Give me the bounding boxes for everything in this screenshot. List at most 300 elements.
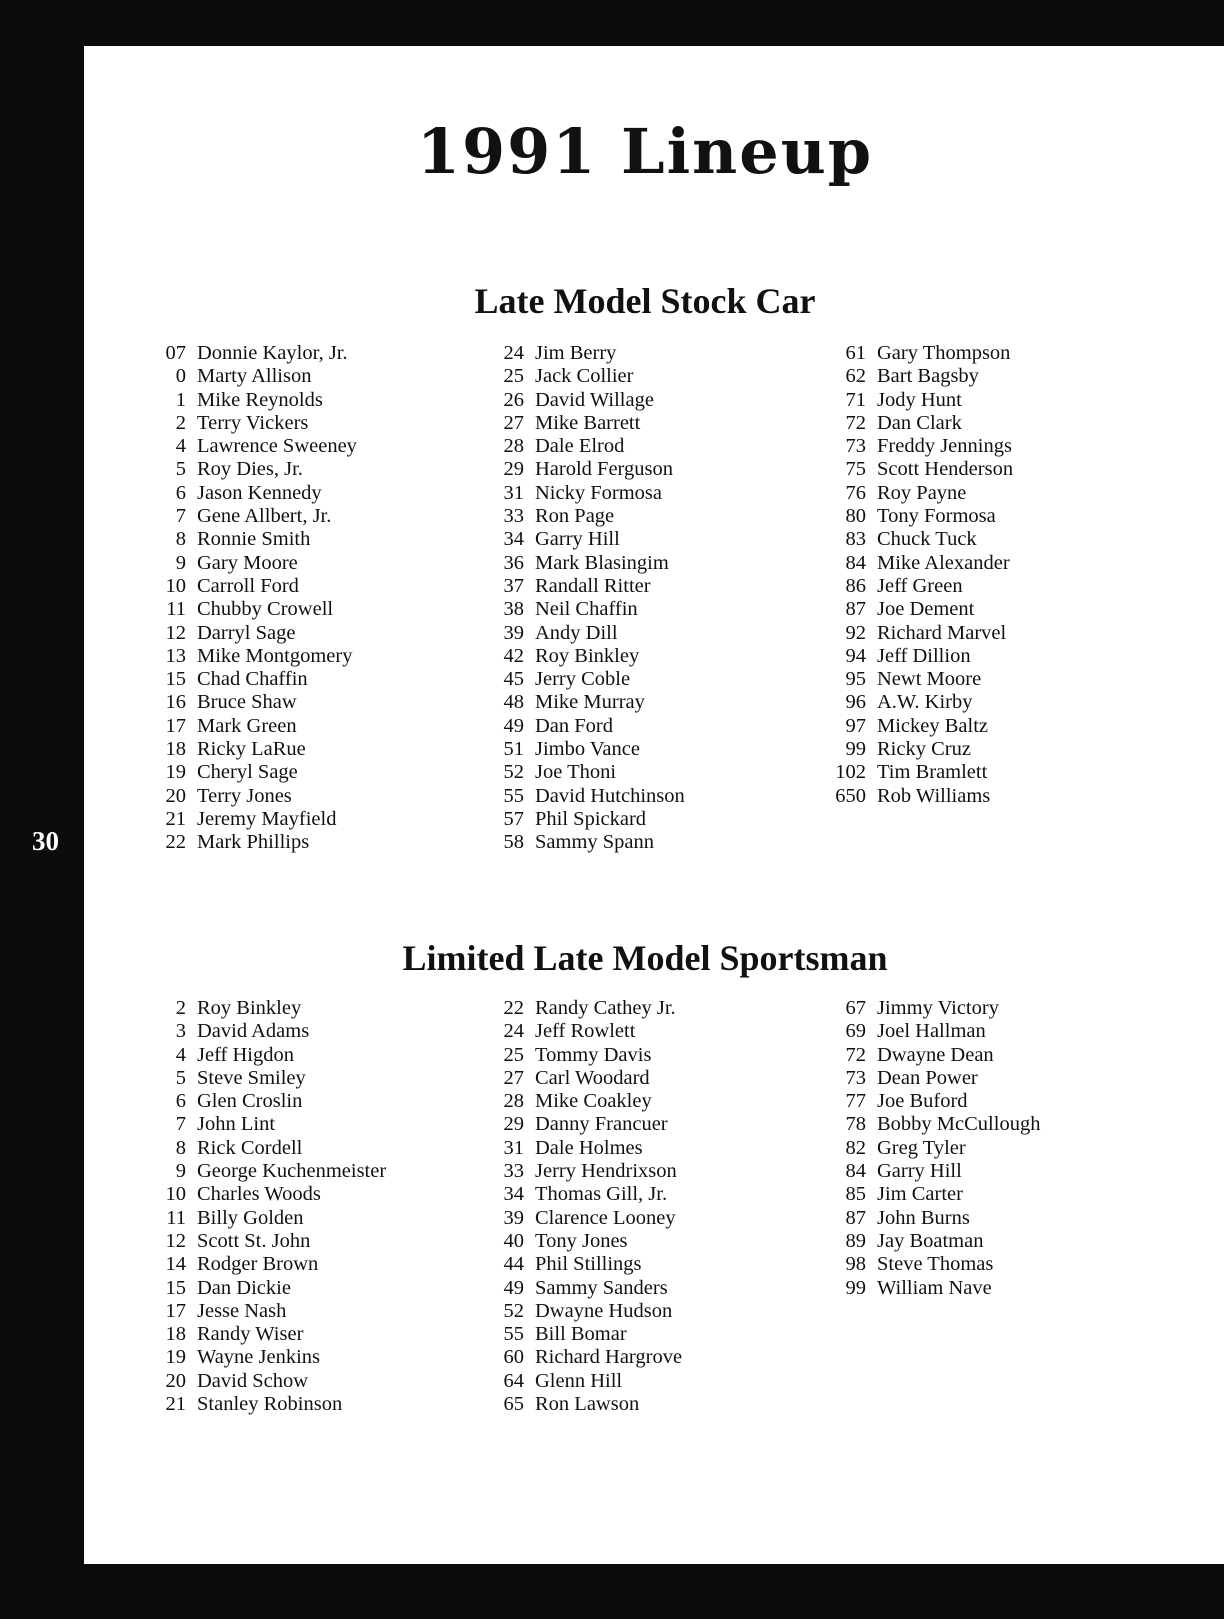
driver-name: Jeff Dillion [877, 644, 971, 667]
car-number: 7 [175, 1113, 186, 1136]
car-number: 2 [175, 411, 186, 434]
driver-name: Mike Murray [535, 691, 645, 714]
driver-name: Phil Stillings [535, 1253, 642, 1276]
driver-name: Dwayne Hudson [535, 1299, 673, 1322]
driver-name: Lawrence Sweeney [197, 435, 357, 458]
car-number: 3 [175, 1020, 186, 1043]
car-number: 64 [503, 1369, 524, 1392]
car-number: 10 [165, 1183, 186, 1206]
driver-name: Dale Elrod [535, 435, 625, 458]
driver-name: Harold Ferguson [535, 458, 673, 481]
driver-name: Billy Golden [197, 1206, 304, 1229]
roster-entry [824, 668, 1013, 691]
car-number: 28 [503, 435, 524, 458]
roster-entry [148, 715, 357, 738]
driver-name: Mike Reynolds [197, 388, 323, 411]
roster-entry [486, 1277, 682, 1300]
car-number: 86 [845, 574, 866, 597]
car-number: 80 [845, 505, 866, 528]
roster-entry [824, 1137, 1040, 1160]
driver-name: Glenn Hill [535, 1369, 623, 1392]
roster-entry [148, 1160, 386, 1183]
driver-name: Bill Bomar [535, 1323, 627, 1346]
driver-name: Sammy Spann [535, 831, 655, 854]
driver-name: Stanley Robinson [197, 1393, 343, 1416]
driver-name: Jeremy Mayfield [197, 807, 337, 830]
roster-entry [148, 785, 357, 808]
car-number: 27 [503, 1066, 524, 1089]
car-number: 17 [165, 714, 186, 737]
driver-name: Jay Boatman [877, 1229, 984, 1252]
roster-entry [824, 389, 1013, 412]
driver-name: Tony Formosa [877, 505, 996, 528]
driver-name: Jim Berry [535, 342, 617, 364]
roster-entry [486, 389, 685, 412]
driver-name: Jerry Coble [535, 668, 631, 691]
car-number: 98 [845, 1253, 866, 1276]
roster-entry [824, 738, 1013, 761]
car-number: 12 [165, 1229, 186, 1252]
car-number: 84 [845, 551, 866, 574]
driver-name: Garry Hill [877, 1160, 962, 1183]
car-number: 75 [845, 458, 866, 481]
car-number: 37 [503, 574, 524, 597]
car-number: 6 [175, 481, 186, 504]
car-number: 6 [175, 1090, 186, 1113]
roster-entry [486, 575, 685, 598]
car-number: 62 [845, 365, 866, 388]
roster-entry [824, 1253, 1040, 1276]
roster-entry [824, 342, 1013, 365]
car-number: 15 [165, 1276, 186, 1299]
roster-entry [824, 1044, 1040, 1067]
roster-entry [824, 435, 1013, 458]
car-number: 49 [503, 1276, 524, 1299]
driver-name: Bart Bagsby [877, 365, 979, 388]
roster-entry [824, 1277, 1040, 1300]
driver-name: Jesse Nash [197, 1299, 287, 1322]
driver-name: David Schow [197, 1369, 309, 1392]
roster-entry [486, 691, 685, 714]
car-number: 89 [845, 1229, 866, 1252]
roster-column [824, 342, 1013, 808]
roster-entry [148, 552, 357, 575]
car-number: 97 [845, 714, 866, 737]
car-number: 20 [165, 1369, 186, 1392]
driver-name: Gary Moore [197, 551, 298, 574]
car-number: 67 [845, 997, 866, 1019]
roster-entry [486, 1207, 682, 1230]
roster-entry [486, 997, 682, 1020]
car-number: 34 [503, 528, 524, 551]
car-number: 99 [845, 1276, 866, 1299]
driver-name: Dan Clark [877, 411, 962, 434]
car-number: 82 [845, 1136, 866, 1159]
roster-entry [486, 785, 685, 808]
driver-name: Jimmy Victory [877, 997, 999, 1019]
driver-name: Dwayne Dean [877, 1043, 994, 1066]
roster-entry [148, 997, 386, 1020]
car-number: 61 [845, 342, 866, 364]
car-number: 7 [175, 505, 186, 528]
car-number: 40 [503, 1229, 524, 1252]
driver-name: Dan Dickie [197, 1276, 291, 1299]
driver-name: Carroll Ford [197, 574, 299, 597]
roster-entry [824, 622, 1013, 645]
roster-entry [486, 1323, 682, 1346]
driver-name: Jody Hunt [877, 388, 962, 411]
roster-entry [824, 1183, 1040, 1206]
roster-entry [148, 1277, 386, 1300]
car-number: 48 [503, 691, 524, 714]
driver-name: Danny Francuer [535, 1113, 668, 1136]
roster-entry [148, 598, 357, 621]
driver-name: Terry Jones [197, 784, 292, 807]
car-number: 83 [845, 528, 866, 551]
roster-column [148, 997, 386, 1416]
roster-entry [486, 435, 685, 458]
car-number: 4 [175, 1043, 186, 1066]
driver-name: Sammy Sanders [535, 1276, 668, 1299]
car-number: 45 [503, 668, 524, 691]
car-number: 15 [165, 668, 186, 691]
driver-name: Joel Hallman [877, 1020, 986, 1043]
roster-entry [148, 1137, 386, 1160]
roster-entry [486, 412, 685, 435]
roster-entry [486, 1300, 682, 1323]
roster-column [824, 997, 1040, 1300]
car-number: 94 [845, 644, 866, 667]
roster-entry [824, 365, 1013, 388]
driver-name: Rodger Brown [197, 1253, 319, 1276]
driver-name: Garry Hill [535, 528, 620, 551]
roster-entry [148, 435, 357, 458]
car-number: 31 [503, 1136, 524, 1159]
roster-entry [148, 668, 357, 691]
driver-name: Roy Binkley [197, 997, 302, 1019]
car-number: 57 [503, 807, 524, 830]
roster-entry [824, 1207, 1040, 1230]
car-number: 07 [165, 342, 186, 364]
car-number: 5 [175, 458, 186, 481]
driver-name: Glen Croslin [197, 1090, 303, 1113]
car-number: 18 [165, 1323, 186, 1346]
car-number: 16 [165, 691, 186, 714]
car-number: 73 [845, 1066, 866, 1089]
driver-name: Ronnie Smith [197, 528, 311, 551]
car-number: 21 [165, 1393, 186, 1416]
car-number: 4 [175, 435, 186, 458]
car-number: 34 [503, 1183, 524, 1206]
driver-name: Rob Williams [877, 784, 991, 807]
car-number: 29 [503, 458, 524, 481]
driver-name: Scott Henderson [877, 458, 1014, 481]
roster-column [486, 342, 685, 855]
roster-entry [148, 342, 357, 365]
driver-name: David Willage [535, 388, 654, 411]
roster-entry [486, 1090, 682, 1113]
roster-entry [148, 1230, 386, 1253]
driver-name: Donnie Kaylor, Jr. [197, 342, 348, 364]
roster-entry [486, 1253, 682, 1276]
roster-entry [824, 482, 1013, 505]
roster-entry [824, 691, 1013, 714]
car-number: 42 [503, 644, 524, 667]
car-number: 38 [503, 598, 524, 621]
roster-entry [486, 505, 685, 528]
car-number: 87 [845, 1206, 866, 1229]
driver-name: Charles Woods [197, 1183, 321, 1206]
car-number: 5 [175, 1066, 186, 1089]
roster-entry [486, 482, 685, 505]
driver-name: Mike Coakley [535, 1090, 652, 1113]
roster-entry [148, 1090, 386, 1113]
car-number: 60 [503, 1346, 524, 1369]
driver-name: Jerry Hendrixson [535, 1160, 677, 1183]
driver-name: Joe Thoni [535, 761, 617, 784]
driver-name: Nicky Formosa [535, 481, 662, 504]
car-number: 85 [845, 1183, 866, 1206]
car-number: 52 [503, 1299, 524, 1322]
car-number: 87 [845, 598, 866, 621]
roster-entry [148, 1183, 386, 1206]
car-number: 26 [503, 388, 524, 411]
car-number: 58 [503, 831, 524, 854]
car-number: 14 [165, 1253, 186, 1276]
roster-entry [148, 1067, 386, 1090]
roster-entry [824, 997, 1040, 1020]
car-number: 25 [503, 365, 524, 388]
roster-entry [486, 645, 685, 668]
driver-name: Roy Binkley [535, 644, 640, 667]
roster-entry [486, 831, 685, 854]
car-number: 65 [503, 1393, 524, 1416]
car-number: 92 [845, 621, 866, 644]
car-number: 22 [503, 997, 524, 1019]
car-number: 44 [503, 1253, 524, 1276]
roster-entry [486, 668, 685, 691]
driver-name: Thomas Gill, Jr. [535, 1183, 668, 1206]
car-number: 77 [845, 1090, 866, 1113]
driver-name: Jason Kennedy [197, 481, 322, 504]
car-number: 95 [845, 668, 866, 691]
roster-entry [486, 1160, 682, 1183]
roster-entry [486, 1393, 682, 1416]
roster-entry [486, 1183, 682, 1206]
roster-column [148, 342, 357, 855]
driver-name: John Burns [877, 1206, 970, 1229]
roster-entry [486, 1370, 682, 1393]
driver-name: Cheryl Sage [197, 761, 298, 784]
roster-entry [148, 1044, 386, 1067]
driver-name: Steve Thomas [877, 1253, 994, 1276]
roster-entry [148, 389, 357, 412]
car-number: 73 [845, 435, 866, 458]
car-number: 102 [835, 761, 866, 784]
car-number: 20 [165, 784, 186, 807]
car-number: 39 [503, 621, 524, 644]
roster-column [486, 997, 682, 1416]
driver-name: George Kuchenmeister [197, 1160, 387, 1183]
driver-name: Carl Woodard [535, 1066, 650, 1089]
driver-name: Ricky Cruz [877, 738, 971, 761]
driver-name: Phil Spickard [535, 807, 647, 830]
driver-name: Clarence Looney [535, 1206, 676, 1229]
roster-entry [148, 1113, 386, 1136]
roster-entry [148, 505, 357, 528]
driver-name: Ron Lawson [535, 1393, 640, 1416]
driver-name: Chubby Crowell [197, 598, 334, 621]
driver-name: Dale Holmes [535, 1136, 643, 1159]
car-number: 36 [503, 551, 524, 574]
roster-entry [148, 412, 357, 435]
driver-name: Jimbo Vance [535, 738, 640, 761]
roster-entry [148, 622, 357, 645]
roster-entry [148, 575, 357, 598]
roster-entry [486, 622, 685, 645]
page-number: 30 [32, 826, 59, 856]
car-number: 18 [165, 738, 186, 761]
driver-name: Ricky LaRue [197, 738, 306, 761]
roster-entry [486, 1346, 682, 1369]
car-number: 72 [845, 411, 866, 434]
car-number: 96 [845, 691, 866, 714]
roster-entry [148, 1300, 386, 1323]
roster-entry [148, 691, 357, 714]
car-number: 10 [165, 574, 186, 597]
car-number: 28 [503, 1090, 524, 1113]
roster-entry [148, 365, 357, 388]
driver-name: Andy Dill [535, 621, 618, 644]
driver-name: Dean Power [877, 1066, 978, 1089]
car-number: 99 [845, 738, 866, 761]
driver-name: Richard Marvel [877, 621, 1007, 644]
roster-entry [486, 1020, 682, 1043]
car-number: 69 [845, 1020, 866, 1043]
car-number: 49 [503, 714, 524, 737]
car-number: 33 [503, 505, 524, 528]
driver-name: Mike Barrett [535, 411, 641, 434]
driver-name: Randy Wiser [197, 1323, 304, 1346]
driver-name: David Hutchinson [535, 784, 685, 807]
roster-entry [486, 738, 685, 761]
car-number: 78 [845, 1113, 866, 1136]
car-number: 25 [503, 1043, 524, 1066]
roster-entry [824, 1230, 1040, 1253]
driver-name: Neil Chaffin [535, 598, 638, 621]
roster-entry [486, 365, 685, 388]
section-heading-limited-late-model-sportsman: Limited Late Model Sportsman [402, 938, 888, 978]
car-number: 55 [503, 1323, 524, 1346]
driver-name: Freddy Jennings [877, 435, 1012, 458]
driver-name: William Nave [877, 1276, 992, 1299]
driver-name: Chad Chaffin [197, 668, 308, 691]
roster-entry [486, 458, 685, 481]
driver-name: Mark Phillips [197, 831, 310, 854]
roster-entry [148, 482, 357, 505]
roster-entry [824, 412, 1013, 435]
car-number: 71 [845, 388, 866, 411]
driver-name: John Lint [197, 1113, 276, 1136]
roster-entry [148, 1323, 386, 1346]
driver-name: Terry Vickers [197, 411, 309, 434]
car-number: 1 [175, 388, 186, 411]
roster-entry [148, 1346, 386, 1369]
roster-entry [824, 715, 1013, 738]
car-number: 17 [165, 1299, 186, 1322]
car-number: 72 [845, 1043, 866, 1066]
car-number: 650 [835, 784, 866, 807]
car-number: 76 [845, 481, 866, 504]
car-number: 22 [165, 831, 186, 854]
car-number: 24 [503, 1020, 524, 1043]
driver-name: Tim Bramlett [877, 761, 988, 784]
car-number: 27 [503, 411, 524, 434]
roster-entry [824, 598, 1013, 621]
driver-name: Bobby McCullough [877, 1113, 1041, 1136]
car-number: 8 [175, 528, 186, 551]
car-number: 29 [503, 1113, 524, 1136]
roster-entry [148, 458, 357, 481]
roster-entry [148, 528, 357, 551]
car-number: 21 [165, 807, 186, 830]
car-number: 52 [503, 761, 524, 784]
car-number: 19 [165, 761, 186, 784]
driver-name: A.W. Kirby [877, 691, 973, 714]
roster-entry [148, 1253, 386, 1276]
car-number: 39 [503, 1206, 524, 1229]
roster-entry [824, 1113, 1040, 1136]
driver-name: Jeff Green [877, 574, 963, 597]
roster-entry [148, 645, 357, 668]
driver-name: Tony Jones [535, 1229, 628, 1252]
roster-entry [486, 761, 685, 784]
roster-entry [486, 598, 685, 621]
car-number: 9 [175, 1160, 186, 1183]
roster-entry [824, 1067, 1040, 1090]
roster-entry [824, 575, 1013, 598]
car-number: 51 [503, 738, 524, 761]
section-heading-late-model-stock-car: Late Model Stock Car [474, 281, 816, 321]
driver-name: Jack Collier [535, 365, 634, 388]
car-number: 2 [175, 997, 186, 1019]
driver-name: Steve Smiley [197, 1066, 306, 1089]
driver-name: Mike Alexander [877, 551, 1010, 574]
roster-entry [486, 1044, 682, 1067]
car-number: 13 [165, 644, 186, 667]
car-number: 11 [166, 598, 186, 621]
driver-name: Randall Ritter [535, 574, 651, 597]
driver-name: Jim Carter [877, 1183, 963, 1206]
roster-entry [486, 528, 685, 551]
roster-entry [824, 1020, 1040, 1043]
roster-entry [486, 1067, 682, 1090]
car-number: 12 [165, 621, 186, 644]
driver-name: Gene Allbert, Jr. [197, 505, 332, 528]
roster-entry [148, 808, 357, 831]
car-number: 55 [503, 784, 524, 807]
roster-entry [824, 761, 1013, 784]
roster-entry [824, 1090, 1040, 1113]
driver-name: Jeff Rowlett [535, 1020, 636, 1043]
roster-entry [148, 831, 357, 854]
driver-name: Richard Hargrove [535, 1346, 683, 1369]
roster-entry [148, 1393, 386, 1416]
roster-entry [486, 342, 685, 365]
driver-name: David Adams [197, 1020, 310, 1043]
car-number: 8 [175, 1136, 186, 1159]
driver-name: Rick Cordell [197, 1136, 303, 1159]
